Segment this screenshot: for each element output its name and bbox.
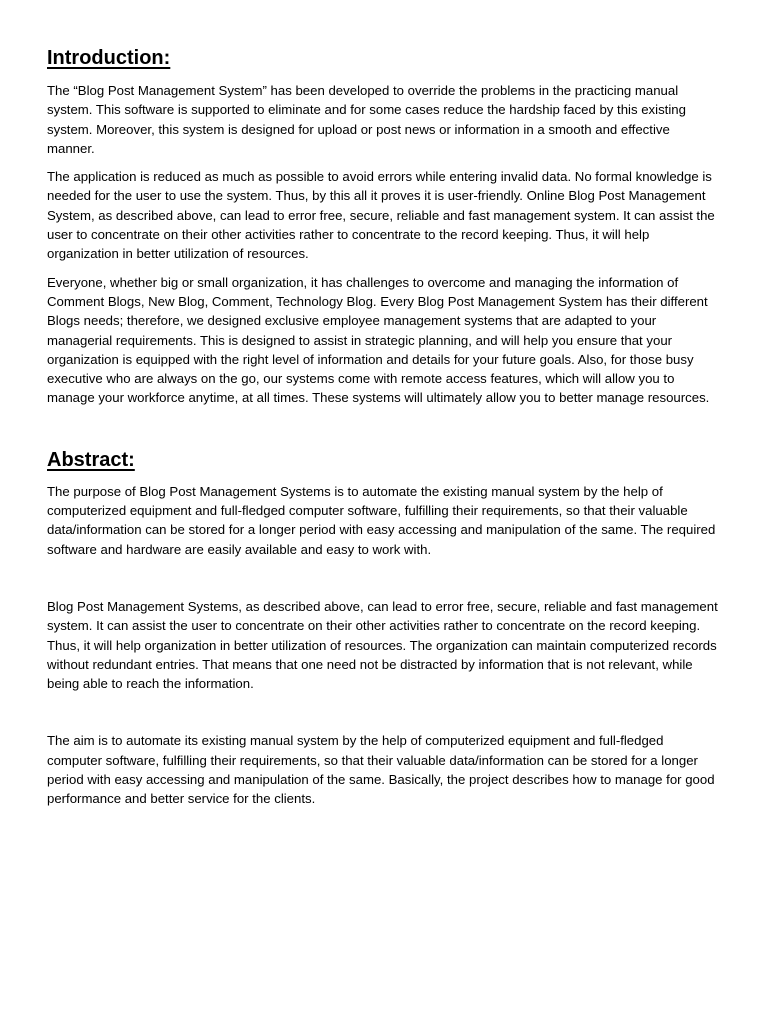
introduction-heading: Introduction: xyxy=(47,47,171,69)
introduction-paragraph-3: Everyone, whether big or small organization, it has challenges to overcome and managing the information of Comment Blogs, New Blog, Comment, Technology Blog. Every Blog Post Management System has their different Blogs needs; therefore, we designed exclusive employee management systems that are adapted to your managerial requirements. This is designed to assist in strategic planning, and will help you ensure that your organization is equipped with the right level of information and details for your future goals. Also, for those busy executive who are always on the go, our systems come with remote access features, which will allow you to manage your workforce anytime, at all times. These systems will ultimately allow you to better manage resources. xyxy=(47,274,710,406)
document-body xyxy=(47,44,721,809)
abstract-heading: Abstract: xyxy=(47,448,135,471)
abstract-paragraph-2: Blog Post Management Systems, as described above, can lead to error free, secure, reliable and fast management system. It can assist the user to concentrate on their other activities rather to concentrate on the record keeping. Thus, it will help organization in better utilization of resources. The organization can maintain computerized records without redundant entries. That means that one need not be distracted by information that is not relevant, while being able to reach the information. xyxy=(47,598,718,692)
introduction-paragraph-1: The “Blog Post Management System” has been developed to override the problems in the practicing manual system. This software is supported to eliminate and for some cases reduce the hardship faced by this existing system. Moreover, this system is designed for upload or post news or information in a smooth and effective manner. xyxy=(47,83,686,156)
introduction-paragraph-2: The application is reduced as much as possible to avoid errors while entering invalid data. No formal knowledge is needed for the user to use the system. Thus, by this all it proves it is user-friendly. Online Blog Post Management System, as described above, can lead to error free, secure, reliable and fast management system. It can assist the user to concentrate on their other activities rather to concentrate to the record keeping. Thus, it will help organization in better utilization of resources. xyxy=(47,169,715,262)
abstract-paragraph-1: The purpose of Blog Post Management Systems is to automate the existing manual system by the help of computerized equipment and full-fledged computer software, fulfilling their requirements, so that their valuable data/information can be stored for a longer period with easy accessing and manipulation of the same. The required software and hardware are easily available and easy to work with. xyxy=(47,483,716,557)
abstract-paragraph-3: The aim is to automate its existing manual system by the help of computerized equipment and full-fledged computer software, fulfilling their requirements, so that their valuable data/information can be stored for a longer period with easy accessing and manipulation of the same. Basically, the project describes how to manage for good performance and better service for the clients. xyxy=(47,733,715,807)
